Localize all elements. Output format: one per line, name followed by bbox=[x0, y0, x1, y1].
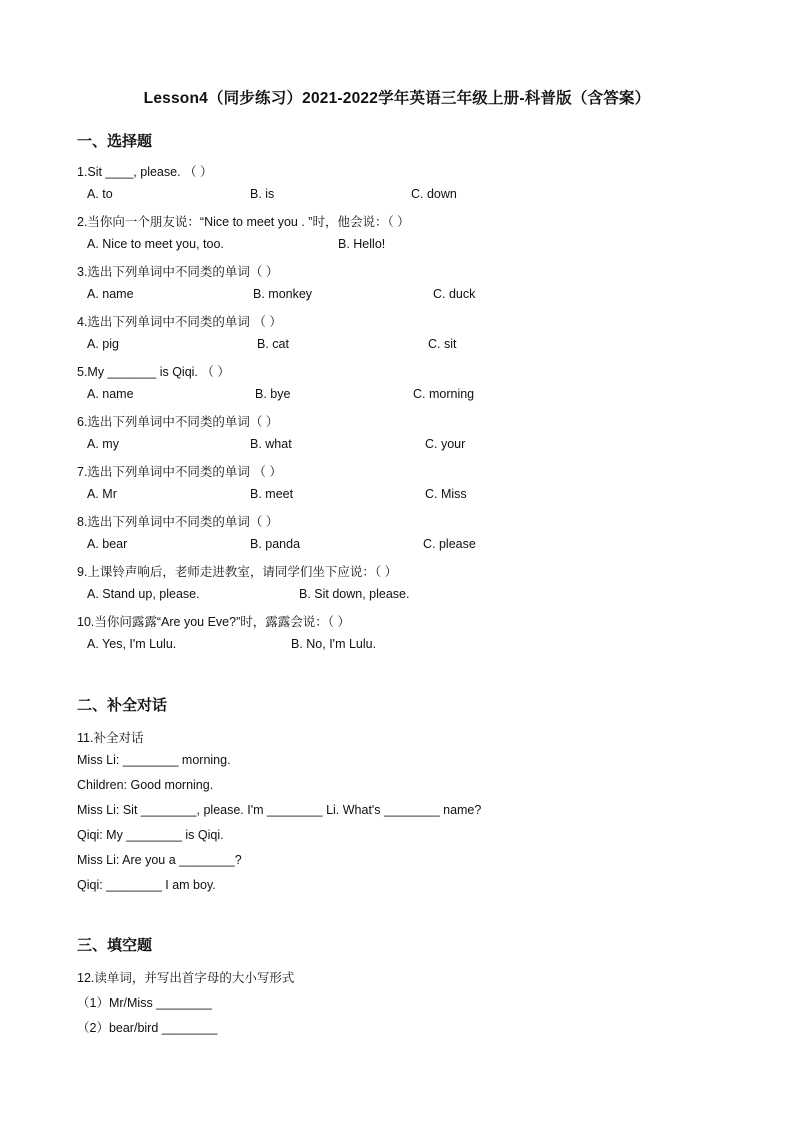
question-4-option-c: C. sit bbox=[428, 337, 457, 351]
question-7-option-c: C. Miss bbox=[425, 487, 467, 501]
question-4-option-b: B. cat bbox=[257, 337, 289, 351]
question-6-option-a: A. my bbox=[87, 437, 119, 451]
question-6-option-c: C. your bbox=[425, 437, 466, 451]
question-9-option-b: B. Sit down, please. bbox=[299, 587, 410, 601]
question-3-option-c: C. duck bbox=[433, 287, 476, 301]
question-2-option-b: B. Hello! bbox=[338, 237, 386, 251]
fill-item: （2）bear/bird ________ bbox=[77, 1021, 218, 1035]
question-8-option-b: B. panda bbox=[250, 537, 301, 551]
question-5-option-a: A. name bbox=[87, 387, 134, 401]
question-1-option-a: A. to bbox=[87, 187, 113, 201]
question-3-option-a: A. name bbox=[87, 287, 134, 301]
question-1-stem: 1.Sit ____, please. （ ） bbox=[77, 165, 213, 179]
question-8-option-c: C. please bbox=[423, 537, 476, 551]
fill-item: （1）Mr/Miss ________ bbox=[77, 996, 212, 1010]
question-5-option-b: B. bye bbox=[255, 387, 291, 401]
question-5-stem: 5.My _______ is Qiqi. （ ） bbox=[77, 365, 230, 379]
question-7-option-b: B. meet bbox=[250, 487, 294, 501]
question-10-stem: 10.当你问露露“Are you Eve?”时，露露会说：（ ） bbox=[77, 615, 350, 629]
question-2-option-a: A. Nice to meet you, too. bbox=[87, 237, 224, 251]
dialogue-line: Miss Li: Sit ________, please. I'm ________ Li. What's ________ name? bbox=[77, 803, 482, 817]
question-10-option-b: B. No, I'm Lulu. bbox=[291, 637, 377, 651]
question-9-option-a: A. Stand up, please. bbox=[87, 587, 200, 601]
dialogue-line: Qiqi: My ________ is Qiqi. bbox=[77, 828, 224, 842]
question-7-option-a: A. Mr bbox=[87, 487, 117, 501]
page-title: Lesson4（同步练习）2021-2022学年英语三年级上册-科普版（含答案） bbox=[143, 90, 651, 107]
question-3-option-b: B. monkey bbox=[253, 287, 313, 301]
section-heading-choice: 一、选择题 bbox=[77, 133, 153, 150]
question-8-stem: 8.选出下列单词中不同类的单词（ ） bbox=[77, 515, 279, 529]
dialogue-line: Miss Li: ________ morning. bbox=[77, 753, 231, 767]
question-8-option-a: A. bear bbox=[87, 537, 128, 551]
question-7-stem: 7.选出下列单词中不同类的单词 （ ） bbox=[77, 465, 282, 479]
question-5-option-c: C. morning bbox=[413, 387, 475, 401]
question-1-option-b: B. is bbox=[250, 187, 275, 201]
dialogue-line: Qiqi: ________ I am boy. bbox=[77, 878, 216, 892]
question-4-option-a: A. pig bbox=[87, 337, 119, 351]
dialogue-stem: 11.补全对话 bbox=[77, 731, 144, 745]
question-6-stem: 6.选出下列单词中不同类的单词（ ） bbox=[77, 415, 279, 429]
section-heading-dialogue: 二、补全对话 bbox=[77, 697, 168, 714]
question-4-stem: 4.选出下列单词中不同类的单词 （ ） bbox=[77, 315, 282, 329]
fill-stem: 12.读单词，并写出首字母的大小写形式 bbox=[77, 971, 295, 985]
question-6-option-b: B. what bbox=[250, 437, 292, 451]
dialogue-line: Children: Good morning. bbox=[77, 778, 214, 792]
question-3-stem: 3.选出下列单词中不同类的单词（ ） bbox=[77, 265, 279, 279]
question-1-option-c: C. down bbox=[411, 187, 457, 201]
question-2-stem: 2.当你向一个朋友说：“Nice to meet you . ”时，他会说：（ ） bbox=[77, 215, 410, 229]
section-heading-fill: 三、填空题 bbox=[77, 937, 153, 954]
question-9-stem: 9.上课铃声响后，老师走进教室，请同学们坐下应说：（ ） bbox=[77, 565, 398, 579]
dialogue-line: Miss Li: Are you a ________? bbox=[77, 853, 242, 867]
question-10-option-a: A. Yes, I'm Lulu. bbox=[87, 637, 177, 651]
